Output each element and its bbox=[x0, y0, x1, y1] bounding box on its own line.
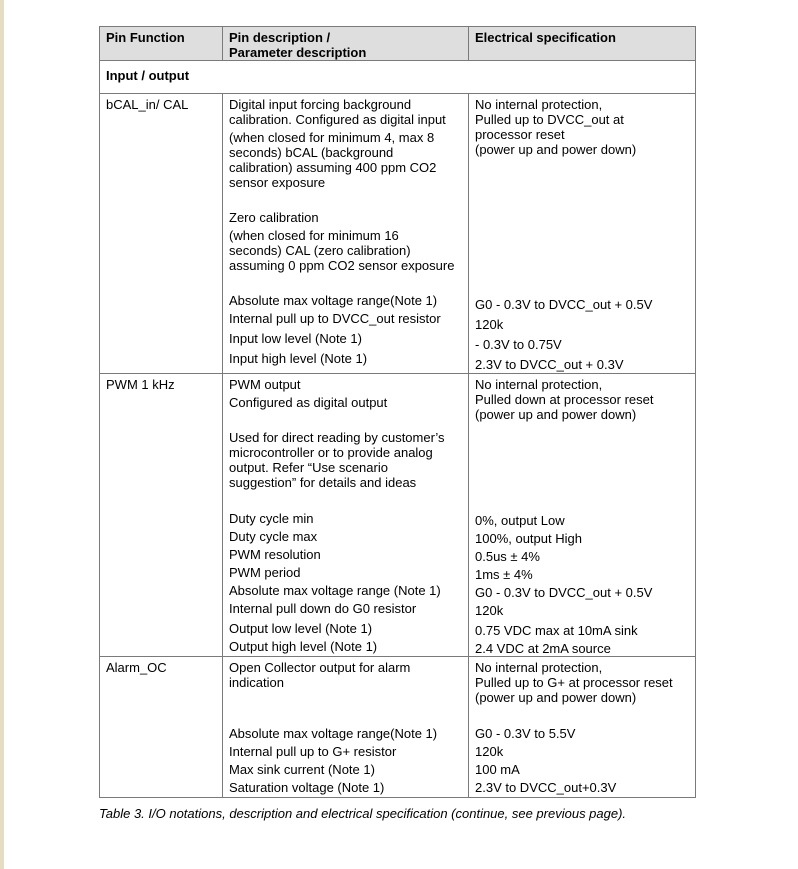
section-label: Input / output bbox=[100, 61, 696, 94]
desc-param: Absolute max voltage range (Note 1) bbox=[229, 583, 441, 598]
desc-param: Saturation voltage (Note 1) bbox=[229, 780, 385, 795]
spec-cell bbox=[469, 657, 696, 798]
description-cell bbox=[223, 374, 469, 657]
section-row bbox=[100, 61, 696, 94]
desc-param: Input high level (Note 1) bbox=[229, 351, 368, 366]
spec-value: 0.5us ± 4% bbox=[475, 549, 540, 564]
desc-param: Internal pull up to DVCC_out resistor bbox=[229, 311, 441, 326]
desc-param: Input low level (Note 1) bbox=[229, 331, 362, 346]
desc-param: Internal pull down do G0 resistor bbox=[229, 601, 417, 616]
io-spec-table bbox=[99, 26, 696, 798]
desc-param: Absolute max voltage range(Note 1) bbox=[229, 293, 438, 308]
spec-block: No internal protection, Pulled up to G+ at processor reset (power up and power down) bbox=[475, 660, 673, 705]
desc-param: Max sink current (Note 1) bbox=[229, 762, 375, 777]
spec-value: 2.4 VDC at 2mA source bbox=[475, 641, 611, 656]
table-header-row bbox=[100, 27, 696, 61]
spec-value: G0 - 0.3V to 5.5V bbox=[475, 726, 576, 741]
spec-value: G0 - 0.3V to DVCC_out + 0.5V bbox=[475, 585, 653, 600]
description-cell bbox=[223, 657, 469, 798]
spec-cell bbox=[469, 374, 696, 657]
desc-block: (when closed for minimum 4, max 8 seconds) bCAL (background calibration) assuming 400 ppm CO2 sensor exposure bbox=[229, 130, 437, 190]
description-cell bbox=[223, 94, 469, 374]
desc-param: PWM output bbox=[229, 377, 301, 392]
desc-param: Duty cycle min bbox=[229, 511, 314, 526]
table-row bbox=[100, 94, 696, 374]
desc-param: Output high level (Note 1) bbox=[229, 639, 378, 654]
spec-value: 120k bbox=[475, 744, 504, 759]
spec-value: 2.3V to DVCC_out + 0.3V bbox=[475, 357, 624, 372]
spec-value: 1ms ± 4% bbox=[475, 567, 533, 582]
spec-value: - 0.3V to 0.75V bbox=[475, 337, 562, 352]
header-pin-description: Pin description / Parameter description bbox=[223, 27, 469, 61]
spec-value: 120k bbox=[475, 603, 504, 618]
table-row bbox=[100, 657, 696, 798]
spec-value: 2.3V to DVCC_out+0.3V bbox=[475, 780, 617, 795]
desc-param: PWM period bbox=[229, 565, 301, 580]
table-caption: Table 3. I/O notations, description and electrical specification (continue, see previous page). bbox=[99, 806, 627, 821]
desc-param: PWM resolution bbox=[229, 547, 321, 562]
page-edge-strip bbox=[0, 0, 4, 869]
spec-value: G0 - 0.3V to DVCC_out + 0.5V bbox=[475, 297, 653, 312]
pin-function-cell: PWM 1 kHz bbox=[100, 374, 223, 657]
desc-param: Output low level (Note 1) bbox=[229, 621, 373, 636]
header-electrical-specification: Electrical specification bbox=[469, 27, 696, 61]
spec-block: No internal protection, Pulled up to DVCC_out at processor reset (power up and power down) bbox=[475, 97, 637, 157]
spec-value: 100 mA bbox=[475, 762, 520, 777]
pin-function-cell: Alarm_OC bbox=[100, 657, 223, 798]
desc-block: (when closed for minimum 16 seconds) CAL (zero calibration) assuming 0 ppm CO2 sensor exposure bbox=[229, 228, 455, 273]
spec-value: 0.75 VDC max at 10mA sink bbox=[475, 623, 638, 638]
spec-value: 0%, output Low bbox=[475, 513, 565, 528]
spec-block: No internal protection, Pulled down at processor reset (power up and power down) bbox=[475, 377, 654, 422]
desc-param: Internal pull up to G+ resistor bbox=[229, 744, 397, 759]
desc-param: Configured as digital output bbox=[229, 395, 388, 410]
desc-block: Open Collector output for alarm indication bbox=[229, 660, 411, 690]
header-pin-function: Pin Function bbox=[100, 27, 223, 61]
table-row bbox=[100, 374, 696, 657]
pin-function-cell: bCAL_in/ CAL bbox=[100, 94, 223, 374]
spec-value: 100%, output High bbox=[475, 531, 582, 546]
desc-block: Used for direct reading by customer’s microcontroller or to provide analog output. Refer “Use scenario suggestion” for details and ideas bbox=[229, 430, 445, 490]
spec-cell bbox=[469, 94, 696, 374]
desc-block: Digital input forcing background calibration. Configured as digital input bbox=[229, 97, 446, 127]
desc-param: Absolute max voltage range(Note 1) bbox=[229, 726, 438, 741]
desc-param: Duty cycle max bbox=[229, 529, 318, 544]
spec-value: 120k bbox=[475, 317, 504, 332]
desc-block: Zero calibration bbox=[229, 210, 319, 225]
